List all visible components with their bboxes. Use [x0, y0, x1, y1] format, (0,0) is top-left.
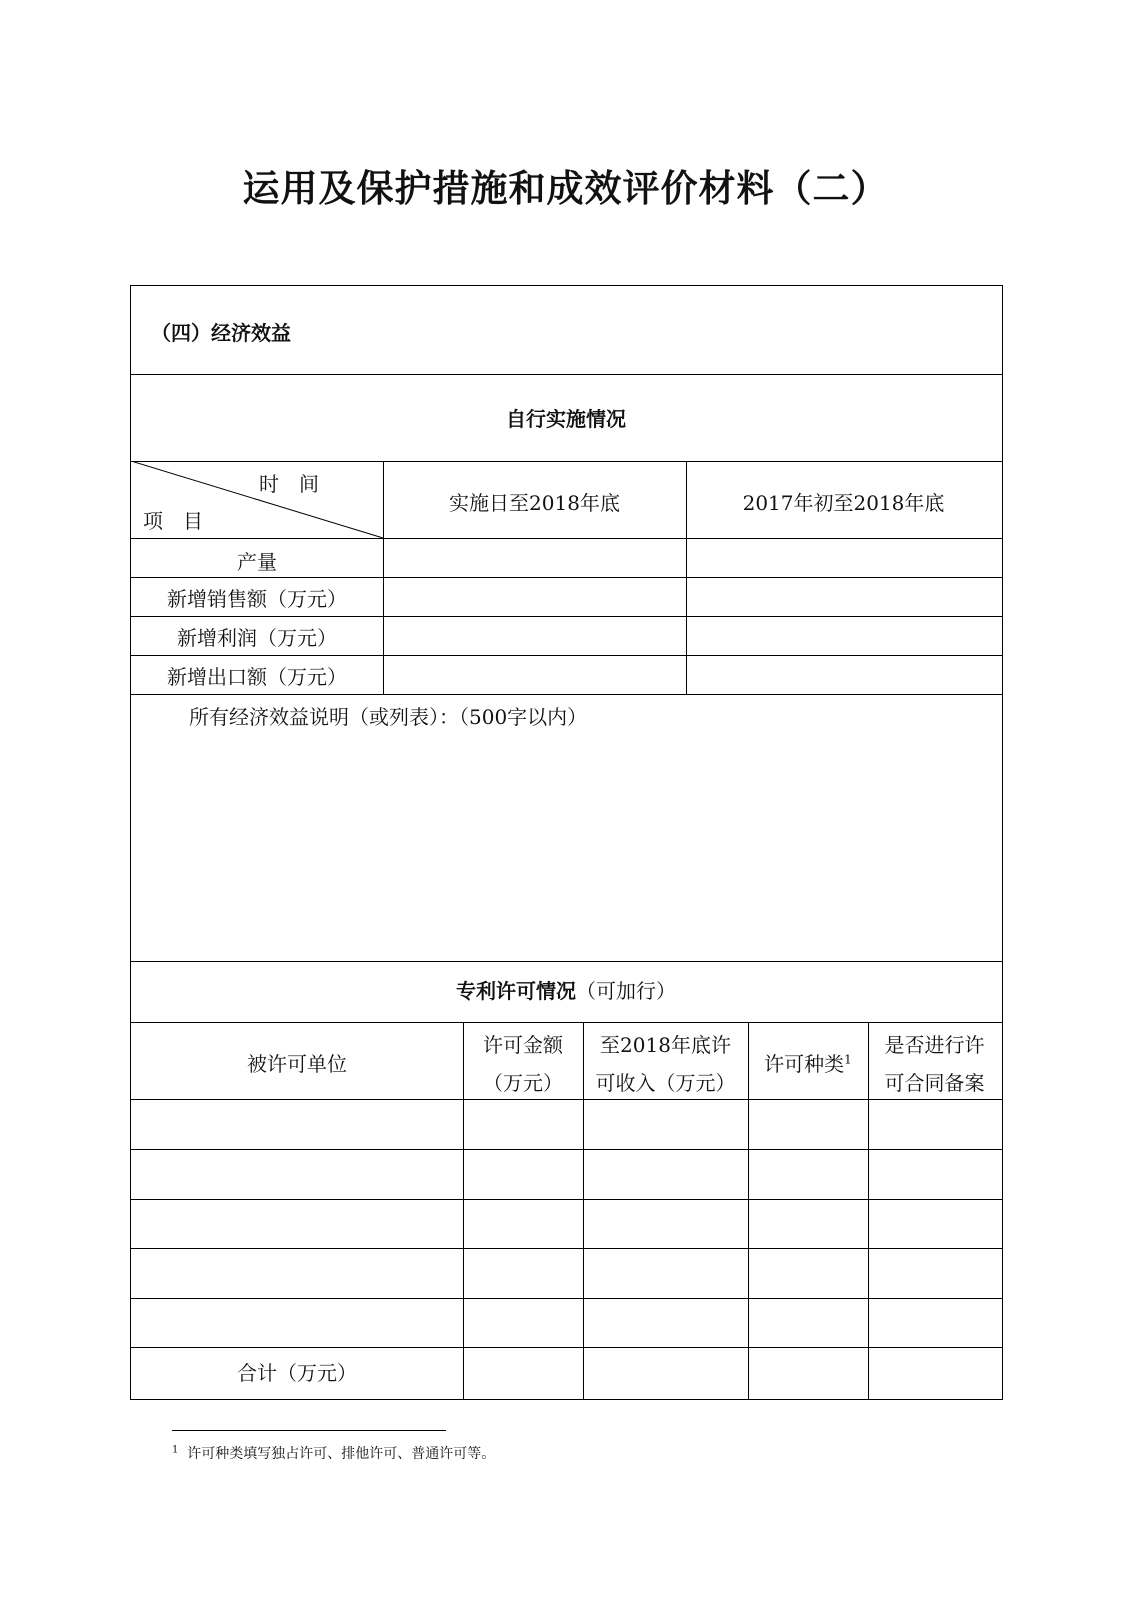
divider: [131, 961, 1002, 962]
table-row-divider: [131, 1298, 1002, 1299]
total-label: 合计（万元）: [237, 1361, 357, 1385]
footnote: [172, 1443, 495, 1463]
divider: [131, 1099, 1002, 1100]
divider: [131, 374, 1002, 375]
column-divider: [748, 1022, 749, 1399]
column-header-2017-to-2018: 2017年初至2018年底: [742, 491, 945, 515]
row-label-new-profit: 新增利润（万元）: [177, 626, 337, 650]
col-license-income: 至2018年底许 可收入（万元）: [595, 1033, 736, 1095]
column-divider: [686, 461, 687, 694]
license-heading-note: （可加行）: [576, 979, 676, 1003]
explanation-label: 所有经济效益说明（或列表）：（500字以内）: [189, 705, 588, 729]
col-license-amount: 许可金额 （万元）: [483, 1033, 563, 1095]
row-label-output: 产量: [237, 550, 277, 574]
divider: [131, 577, 1002, 578]
footnote-text: 许可种类填写独占许可、排他许可、普通许可等。: [187, 1446, 496, 1462]
table-row-divider: [131, 1149, 1002, 1150]
footnote-mark: 1: [172, 1444, 179, 1456]
corner-item-label: 项 目: [143, 509, 203, 533]
divider: [131, 538, 1002, 539]
divider: [131, 616, 1002, 617]
divider: [131, 694, 1002, 695]
evaluation-form: [130, 285, 1003, 1400]
column-divider: [383, 461, 384, 694]
table-row-divider: [131, 1347, 1002, 1348]
table-row-divider: [131, 1248, 1002, 1249]
section-heading: （四）经济效益: [151, 321, 291, 345]
table-row-divider: [131, 1199, 1002, 1200]
column-divider: [463, 1022, 464, 1399]
self-impl-heading: 自行实施情况: [506, 407, 626, 431]
col-license-type: 许可种类$^1$: [764, 1052, 852, 1076]
footnote-ref: 1: [844, 1052, 852, 1067]
column-divider: [868, 1022, 869, 1399]
col-contract-filed: 是否进行许 可合同备案: [884, 1033, 985, 1095]
col-licensee: 被许可单位: [247, 1052, 347, 1076]
row-label-new-export: 新增出口额（万元）: [167, 665, 347, 689]
footnote-separator: [172, 1430, 446, 1431]
row-label-new-sales: 新增销售额（万元）: [167, 587, 347, 611]
column-header-impl-to-2018: 实施日至2018年底: [449, 491, 620, 515]
page-title: 运用及保护措施和成效评价材料（二）: [242, 167, 889, 210]
license-heading: 专利许可情况（可加行）: [456, 979, 676, 1003]
divider: [131, 1022, 1002, 1023]
corner-time-label: 时 间: [259, 472, 319, 496]
divider: [131, 655, 1002, 656]
column-divider: [583, 1022, 584, 1399]
